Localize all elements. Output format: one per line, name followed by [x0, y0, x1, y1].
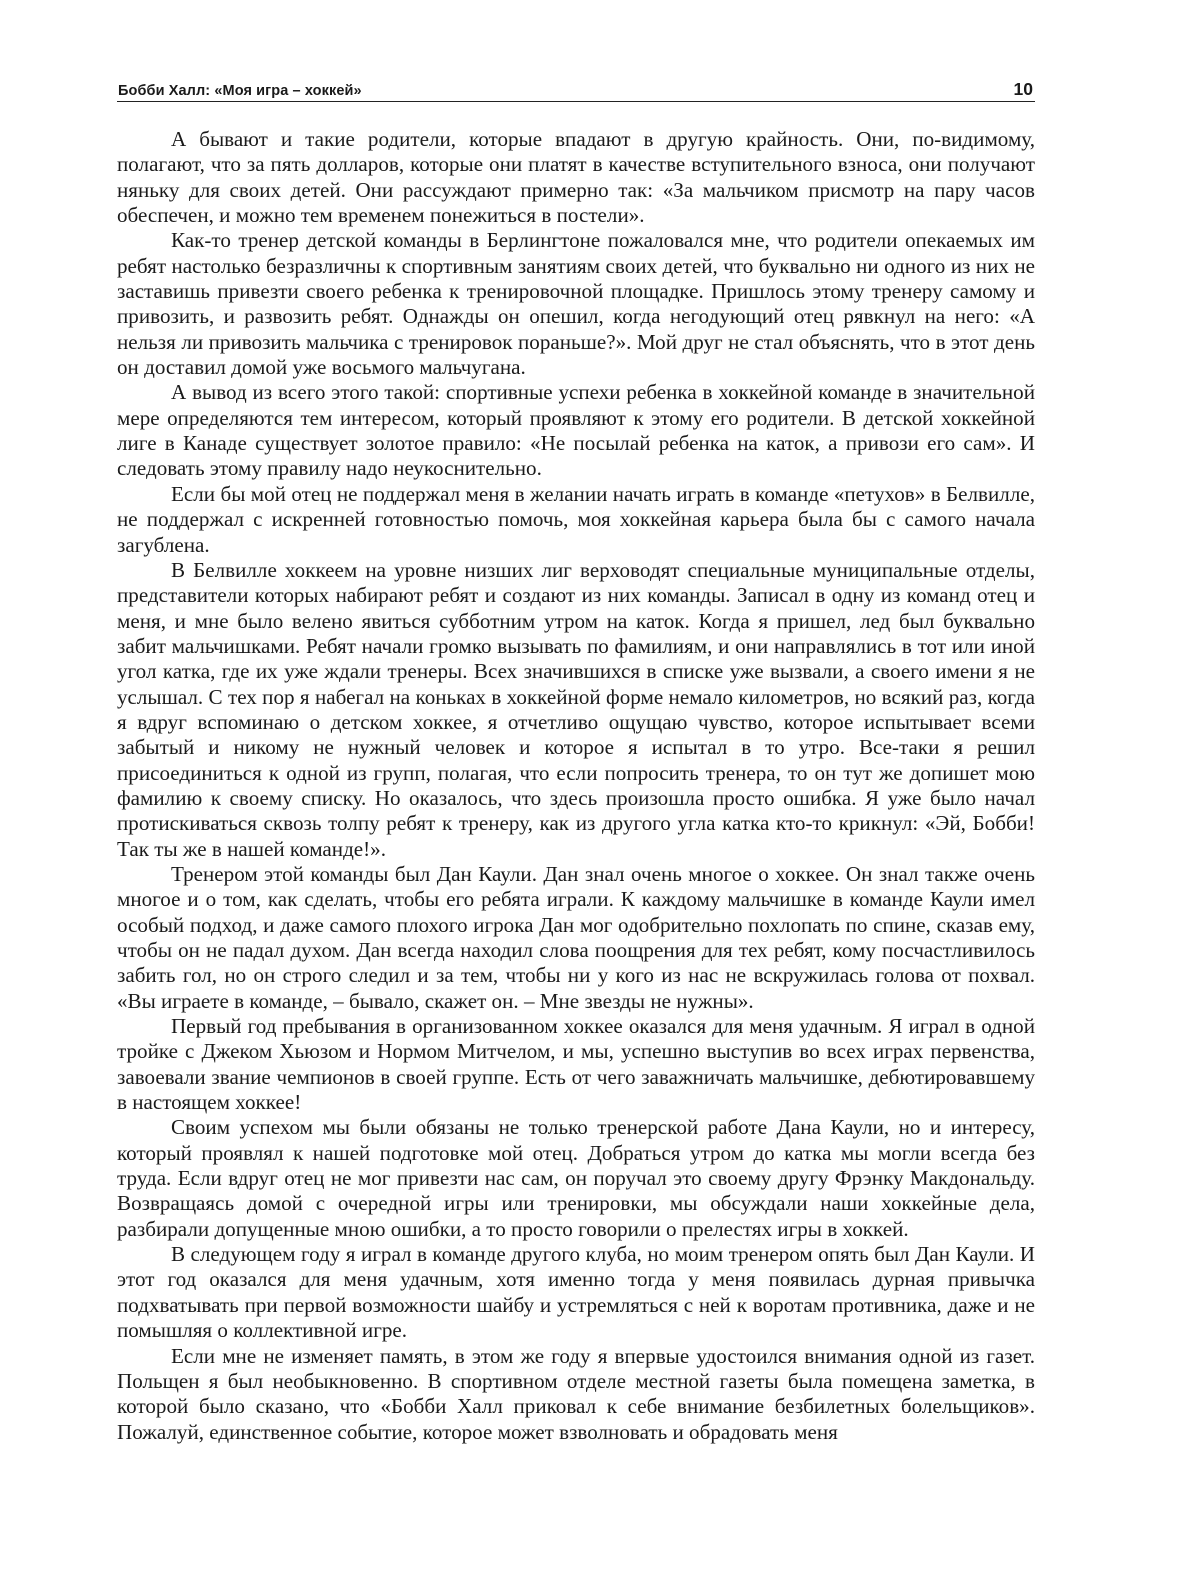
paragraph: Как-то тренер детской команды в Берлингтоне пожаловался мне, что родители опекаемых им ребят настолько безразличны к спортивным занятиям своих детей, что буквально ни одного из них не заставишь привезти своего ребенка к тренировочной площадке. Пришлось этому тренеру самому и привозить, и развозить ребят. Однажды он опешил, когда негодующий отец рявкнул на него: «А нельзя ли привозить мальчика с тренировок пораньше?». Мой друг не стал объяснять, что в этот день он доставил домой уже восьмого мальчугана. — [117, 228, 1035, 380]
paragraph: Тренером этой команды был Дан Каули. Дан знал очень многое о хоккее. Он знал также очень многое и о том, как сделать, чтобы его ребята играли. К каждому мальчишке в команде Каули имел особый подход, и даже самого плохого игрока Дан мог одобрительно похлопать по спине, сказав ему, чтобы он не падал духом. Дан всегда находил слова поощрения для тех ребят, кому посчастливилось забить гол, но он строго следил и за тем, чтобы ни у кого из нас не вскружилась голова от похвал. «Вы играете в команде, – бывало, скажет он. – Мне звезды не нужны». — [117, 861, 1035, 1013]
book-title: Бобби Халл: «Моя игра – хоккей» — [118, 83, 362, 99]
running-header — [117, 74, 1035, 102]
paragraph: В следующем году я играл в команде другого клуба, но моим тренером опять был Дан Каули. И этот год оказался для меня удачным, хотя именно тогда у меня появилась дурная привычка подхватывать при первой возможности шайбу и устремляться с ней к воротам противника, даже и не помышляя о коллективной игре. — [117, 1242, 1035, 1343]
body-text — [117, 127, 1035, 1445]
paragraph: Если бы мой отец не поддержал меня в желании начать играть в команде «петухов» в Белвилле, не поддержал с искренней готовностью помочь, моя хоккейная карьера была бы с самого начала загублена. — [117, 481, 1035, 557]
paragraph: Если мне не изменяет память, в этом же году я впервые удостоился внимания одной из газет. Польщен я был необыкновенно. В спортивном отделе местной газеты была помещена заметка, в которой было сказано, что «Бобби Халл приковал к себе внимание безбилетных болельщиков». Пожалуй, единственное событие, которое может взволновать и обрадовать меня — [117, 1343, 1035, 1444]
paragraph: А вывод из всего этого такой: спортивные успехи ребенка в хоккейной команде в значительной мере определяются тем интересом, который проявляют к этому его родители. В детской хоккейной лиге в Канаде существует золотое правило: «Не посылай ребенка на каток, а привози его сам». И следовать этому правилу надо неукоснительно. — [117, 380, 1035, 481]
paragraph: Первый год пребывания в организованном хоккее оказался для меня удачным. Я играл в одной тройке с Джеком Хьюзом и Нормом Митчелом, и мы, успешно выступив во всех играх первенства, завоевали звание чемпионов в своей группе. Есть от чего заважничать мальчишке, дебютировавшему в настоящем хоккее! — [117, 1014, 1035, 1115]
document-page — [117, 74, 1035, 1564]
paragraph: В Белвилле хоккеем на уровне низших лиг верховодят специальные муниципальные отделы, представители которых набирают ребят и создают из них команды. Записал в одну из команд отец и меня, и мне было велено явиться субботним утром на каток. Когда я пришел, лед был буквально забит мальчишками. Ребят начали громко вызывать по фамилиям, и они направлялись в тот или иной угол катка, где их уже ждали тренеры. Всех значившихся в списке уже вызвали, а своего имени я не услышал. С тех пор я набегал на коньках в хоккейной форме немало километров, но всякий раз, когда я вдруг вспоминаю о детском хоккее, я отчетливо ощущаю чувство, которое испытывает всеми забытый и никому не нужный человек и которое я испытал в то утро. Все-таки я решил присоединиться к одной из групп, полагая, что если попросить тренера, то он тут же допишет мою фамилию к своему списку. Но оказалось, что здесь произошла просто ошибка. Я уже было начал протискиваться сквозь толпу ребят к тренеру, как из другого угла катка кто-то крикнул: «Эй, Бобби! Так ты же в нашей команде!». — [117, 557, 1035, 861]
page-number: 10 — [1013, 79, 1033, 99]
paragraph: Своим успехом мы были обязаны не только тренерской работе Дана Каули, но и интересу, который проявлял к нашей подготовке мой отец. Добраться утром до катка мы могли всегда без труда. Если вдруг отец не мог привезти нас сам, он поручал это своему другу Фрэнку Макдональду. Возвращаясь домой с очередной игры или тренировки, мы обсуждали наши хоккейные дела, разбирали допущенные мною ошибки, а то просто говорили о прелестях игры в хоккей. — [117, 1115, 1035, 1241]
paragraph: А бывают и такие родители, которые впадают в другую крайность. Они, по-видимому, полагают, что за пять долларов, которые они платят в качестве вступительного взноса, они получают няньку для своих детей. Они рассуждают примерно так: «За мальчиком присмотр на пару часов обеспечен, и можно тем временем понежиться в постели». — [117, 127, 1035, 228]
